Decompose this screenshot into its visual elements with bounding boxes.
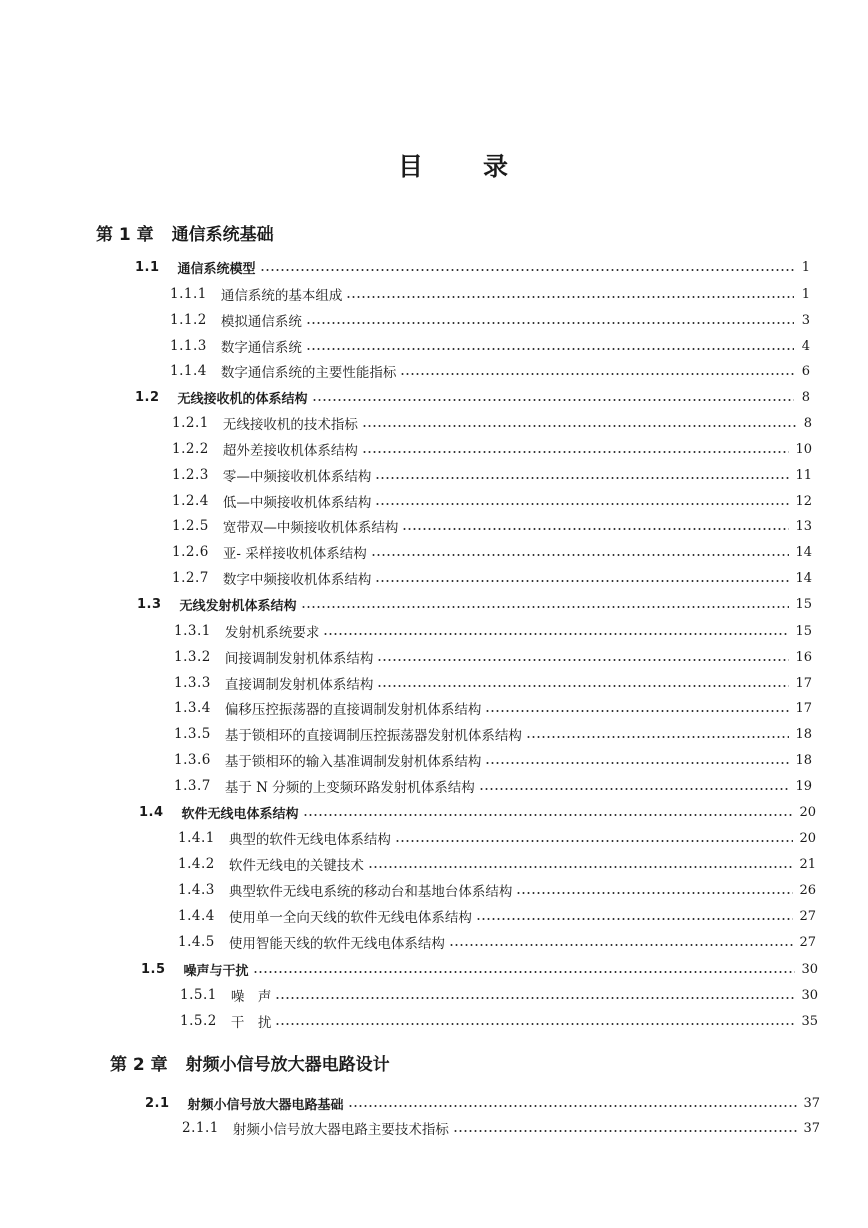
toc-subsection[interactable] — [182, 1118, 820, 1138]
toc-subsection[interactable] — [174, 673, 812, 693]
dot-leader — [371, 554, 790, 556]
dot-leader — [260, 269, 794, 271]
page-number: 17 — [795, 675, 812, 691]
section-title: 通信系统模型 — [177, 261, 256, 277]
toc-subsection[interactable] — [178, 828, 816, 848]
subsection-title: 发射机系统要求 — [224, 625, 320, 641]
toc-subsection[interactable] — [174, 724, 812, 744]
dot-leader — [377, 659, 789, 661]
dot-leader — [449, 944, 794, 946]
toc-subsection[interactable] — [174, 698, 812, 718]
subsection-number: 1.2.2 — [172, 441, 209, 457]
subsection-title: 射频小信号放大器电路主要技术指标 — [232, 1122, 449, 1138]
dot-leader — [453, 1130, 798, 1132]
subsection-number: 2.1.1 — [182, 1120, 219, 1136]
subsection-title: 直接调制发射机体系结构 — [224, 677, 374, 693]
page-number: 6 — [801, 363, 810, 379]
toc-subsection[interactable] — [180, 1011, 818, 1031]
subsection-title: 基于锁相环的输入基准调制发射机体系结构 — [224, 754, 482, 770]
subsection-title: 数字通信系统 — [220, 340, 302, 356]
page-number: 20 — [799, 830, 816, 846]
page-number: 13 — [795, 518, 812, 534]
page-number: 8 — [803, 415, 812, 431]
subsection-title: 偏移压控振荡器的直接调制发射机体系结构 — [224, 702, 482, 718]
subsection-title: 基于 N 分频的上变频环路发射机体系结构 — [224, 780, 475, 796]
page-title-char: 录 — [482, 152, 508, 181]
page-number: 1 — [801, 259, 810, 275]
subsection-number: 1.4.3 — [178, 882, 215, 898]
subsection-number: 1.2.4 — [172, 493, 209, 509]
toc-section[interactable] — [139, 802, 816, 822]
section-title: 无线接收机的体系结构 — [177, 391, 308, 407]
subsection-title: 干 扰 — [230, 1015, 272, 1031]
dot-leader — [348, 1105, 798, 1107]
dot-leader — [400, 373, 794, 375]
section-number: 1.3 — [137, 596, 162, 612]
dot-leader — [377, 685, 789, 687]
chapter-number: 第 1 章 — [96, 225, 154, 245]
toc-subsection[interactable] — [174, 750, 812, 770]
page-number: 27 — [799, 908, 816, 924]
dot-leader — [395, 840, 794, 842]
section-number: 1.4 — [139, 804, 164, 820]
dot-leader — [516, 892, 793, 894]
subsection-number: 1.1.2 — [170, 312, 207, 328]
subsection-number: 1.3.6 — [174, 752, 211, 768]
subsection-title: 超外差接收机体系结构 — [222, 443, 358, 459]
toc-subsection[interactable] — [170, 284, 810, 304]
subsection-number: 1.3.3 — [174, 675, 211, 691]
toc-subsection[interactable] — [172, 568, 812, 588]
subsection-title: 低—中频接收机体系结构 — [222, 495, 372, 511]
dot-leader — [362, 451, 790, 453]
page-number: 37 — [803, 1095, 820, 1111]
toc-subsection[interactable] — [174, 647, 812, 667]
subsection-title: 数字通信系统的主要性能指标 — [220, 365, 397, 381]
page-number: 35 — [801, 1013, 818, 1029]
dot-leader — [485, 710, 789, 712]
toc-subsection[interactable] — [174, 776, 812, 796]
section-title: 射频小信号放大器电路基础 — [187, 1097, 344, 1113]
subsection-title: 软件无线电的关键技术 — [228, 858, 364, 874]
dot-leader — [375, 580, 789, 582]
toc-subsection[interactable] — [172, 413, 812, 433]
page-number: 30 — [801, 961, 818, 977]
dot-leader — [306, 348, 794, 350]
page-number: 12 — [795, 493, 812, 509]
toc-section[interactable] — [145, 1093, 820, 1113]
dot-leader — [275, 1023, 795, 1025]
subsection-number: 1.2.3 — [172, 467, 209, 483]
dot-leader — [362, 425, 796, 427]
page-number: 26 — [799, 882, 816, 898]
page-number: 1 — [801, 286, 810, 302]
page-number: 19 — [795, 778, 812, 794]
section-number: 1.5 — [141, 961, 166, 977]
page-number: 3 — [801, 312, 810, 328]
toc-section[interactable] — [137, 594, 812, 614]
toc-section[interactable] — [135, 257, 810, 277]
dot-leader — [346, 296, 794, 298]
dot-leader — [526, 736, 790, 738]
subsection-number: 1.5.2 — [180, 1013, 217, 1029]
subsection-title: 零—中频接收机体系结构 — [222, 469, 372, 485]
dot-leader — [476, 918, 794, 920]
subsection-number: 1.1.1 — [170, 286, 207, 302]
chapter-title: 通信系统基础 — [171, 225, 274, 245]
subsection-number: 1.4.1 — [178, 830, 215, 846]
subsection-title: 数字中频接收机体系结构 — [222, 572, 372, 588]
toc-subsection[interactable] — [172, 439, 812, 459]
subsection-title: 通信系统的基本组成 — [220, 288, 343, 304]
section-number: 1.1 — [135, 259, 160, 275]
chapter-heading — [110, 1050, 390, 1075]
page-number: 27 — [799, 934, 816, 950]
page-title — [398, 148, 508, 182]
page-number: 15 — [795, 596, 812, 612]
page-number: 8 — [801, 389, 810, 405]
toc-subsection[interactable] — [172, 491, 812, 511]
toc-subsection[interactable] — [174, 621, 812, 641]
section-number: 1.2 — [135, 389, 160, 405]
toc-subsection[interactable] — [170, 310, 810, 330]
page-title-char: 目 — [398, 152, 424, 181]
section-title: 软件无线电体系结构 — [181, 806, 299, 822]
subsection-number: 1.1.4 — [170, 363, 207, 379]
dot-leader — [375, 477, 789, 479]
subsection-number: 1.2.1 — [172, 415, 209, 431]
page-number: 37 — [803, 1120, 820, 1136]
subsection-title: 亚- 采样接收机体系结构 — [222, 546, 367, 562]
page-number: 11 — [795, 467, 812, 483]
page-number: 30 — [801, 987, 818, 1003]
subsection-title: 使用智能天线的软件无线电体系结构 — [228, 936, 445, 952]
subsection-number: 1.2.6 — [172, 544, 209, 560]
dot-leader — [368, 866, 794, 868]
page-number: 16 — [795, 649, 812, 665]
subsection-number: 1.3.5 — [174, 726, 211, 742]
subsection-title: 基于锁相环的直接调制压控振荡器发射机体系结构 — [224, 728, 522, 744]
subsection-number: 1.4.5 — [178, 934, 215, 950]
dot-leader — [253, 971, 796, 973]
chapter-heading — [96, 220, 274, 245]
subsection-title: 典型软件无线电系统的移动台和基地台体系结构 — [228, 884, 513, 900]
subsection-title: 模拟通信系统 — [220, 314, 302, 330]
toc-subsection[interactable] — [178, 854, 816, 874]
toc-subsection[interactable] — [178, 880, 816, 900]
subsection-title: 宽带双—中频接收机体系结构 — [222, 520, 399, 536]
subsection-title: 间接调制发射机体系结构 — [224, 651, 374, 667]
toc-subsection[interactable] — [170, 361, 810, 381]
subsection-number: 1.2.7 — [172, 570, 209, 586]
toc-subsection[interactable] — [172, 542, 812, 562]
subsection-number: 1.2.5 — [172, 518, 209, 534]
page-number: 4 — [801, 338, 810, 354]
subsection-number: 1.1.3 — [170, 338, 207, 354]
page-number: 14 — [795, 570, 812, 586]
subsection-number: 1.3.1 — [174, 623, 211, 639]
dot-leader — [479, 788, 790, 790]
chapter-number: 第 2 章 — [110, 1055, 168, 1075]
page-number: 10 — [795, 441, 812, 457]
toc-section[interactable] — [135, 387, 810, 407]
section-title: 噪声与干扰 — [183, 963, 249, 979]
toc-subsection[interactable] — [172, 465, 812, 485]
page-number: 21 — [799, 856, 816, 872]
page-number: 18 — [795, 726, 812, 742]
subsection-title: 噪 声 — [230, 989, 272, 1005]
toc-subsection[interactable] — [172, 516, 812, 536]
subsection-number: 1.3.2 — [174, 649, 211, 665]
dot-leader — [306, 322, 794, 324]
page-number: 14 — [795, 544, 812, 560]
subsection-number: 1.4.4 — [178, 908, 215, 924]
subsection-title: 典型的软件无线电体系结构 — [228, 832, 391, 848]
page-number: 17 — [795, 700, 812, 716]
subsection-number: 1.5.1 — [180, 987, 217, 1003]
chapter-title: 射频小信号放大器电路设计 — [185, 1055, 390, 1075]
toc-subsection[interactable] — [180, 985, 818, 1005]
dot-leader — [303, 814, 794, 816]
page-number: 15 — [795, 623, 812, 639]
subsection-number: 1.3.4 — [174, 700, 211, 716]
toc-subsection[interactable] — [170, 336, 810, 356]
toc-subsection[interactable] — [178, 932, 816, 952]
toc-section[interactable] — [141, 959, 818, 979]
dot-leader — [275, 997, 795, 999]
toc-subsection[interactable] — [178, 906, 816, 926]
subsection-number: 1.4.2 — [178, 856, 215, 872]
page-number: 20 — [799, 804, 816, 820]
page-number: 18 — [795, 752, 812, 768]
section-number: 2.1 — [145, 1095, 170, 1111]
dot-leader — [301, 606, 790, 608]
dot-leader — [402, 528, 789, 530]
dot-leader — [323, 633, 789, 635]
section-title: 无线发射机体系结构 — [179, 598, 297, 614]
dot-leader — [375, 503, 789, 505]
subsection-number: 1.3.7 — [174, 778, 211, 794]
dot-leader — [485, 762, 789, 764]
subsection-title: 无线接收机的技术指标 — [222, 417, 358, 433]
subsection-title: 使用单一全向天线的软件无线电体系结构 — [228, 910, 472, 926]
dot-leader — [312, 399, 794, 401]
